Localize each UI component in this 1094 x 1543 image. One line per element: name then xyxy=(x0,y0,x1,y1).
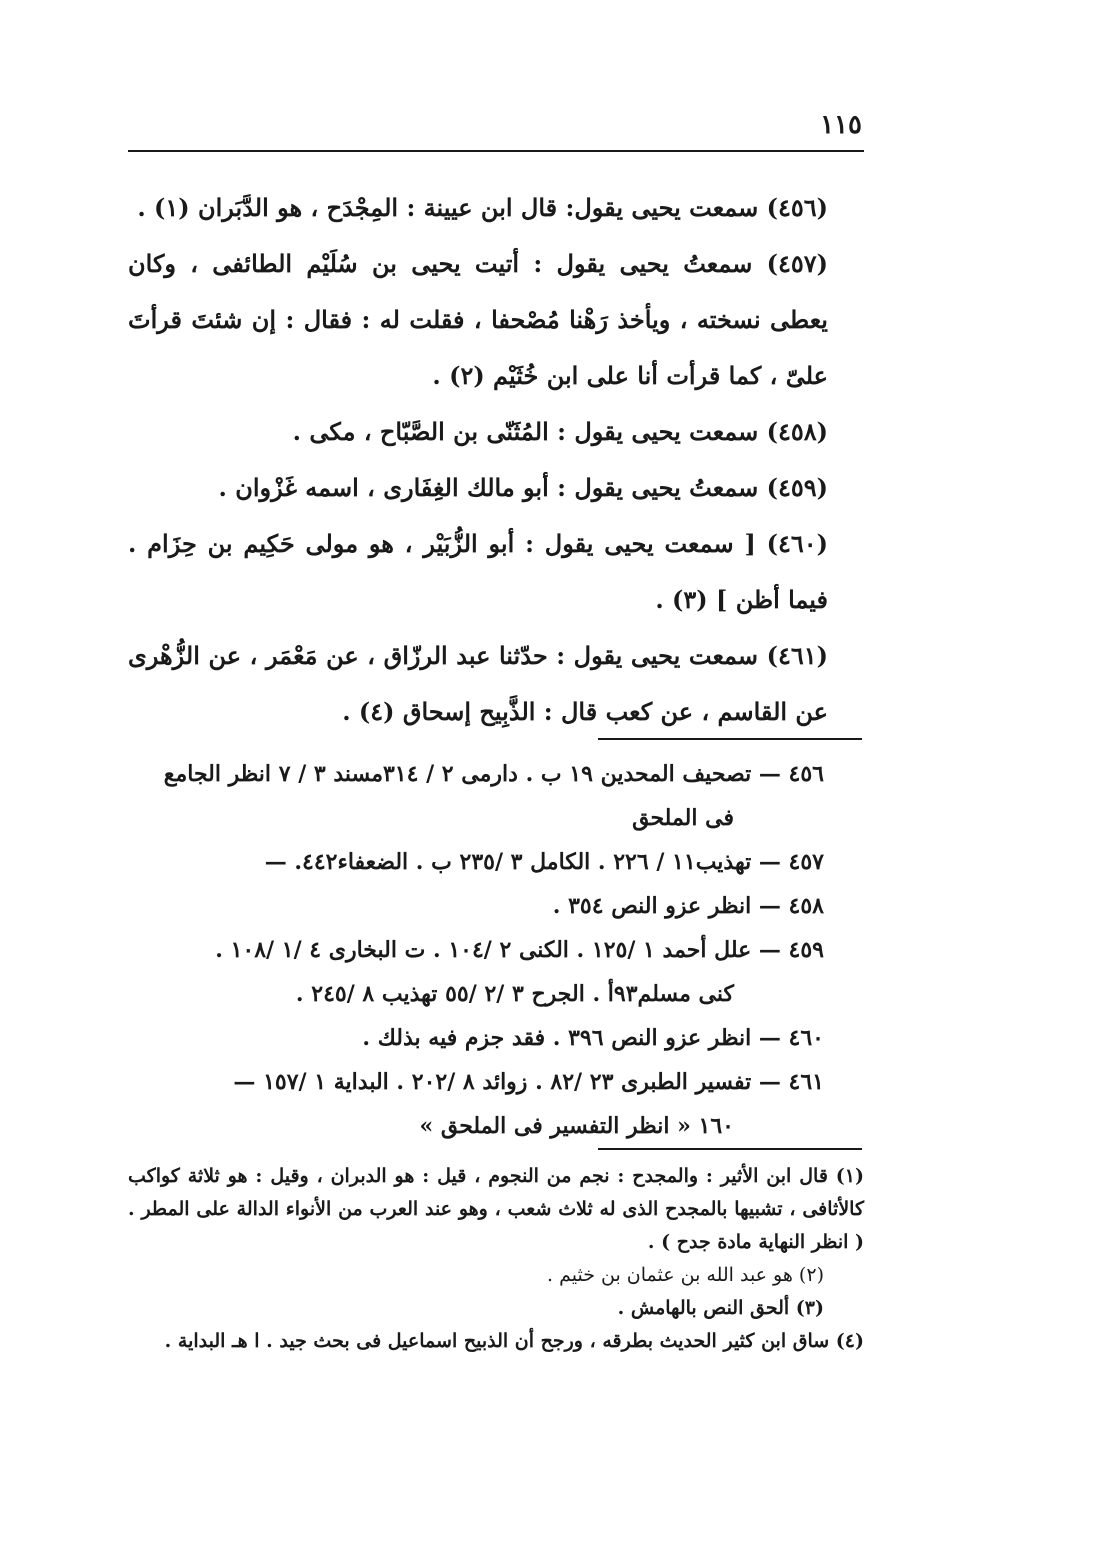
entry-456: (٤٥٦) سمعت يحيى يقول: قال ابن عيينة : المِجْدَح ، هو الدَّبَران (١) . xyxy=(137,193,828,222)
references-rule xyxy=(598,738,862,740)
footnotes-rule xyxy=(598,1148,862,1150)
reference-461: ٤٦١ — تفسير الطبرى ٢٣ /٨٢ . زوائد ٨ /٢٠٢ . البداية ١ /١٥٧ — xyxy=(233,1069,824,1095)
reference-457: ٤٥٧ — تهذيب١١ / ٢٢٦ . الكامل ٣ /٢٣٥ ب . الضعفاء٤٤٢. — xyxy=(264,849,824,875)
entry-458: (٤٥٨) سمعت يحيى يقول : المُثَنّى بن الصَّبّاح ، مكى . xyxy=(292,417,828,446)
footnote-1: (١) قال ابن الأثير : والمجدح : نجم من النجوم ، قيل : هو الدبران ، وقيل : هو ثلاثة كواكب كالأثافى ، تشبيها بالمجدح الذى له ثلاث شعب ، وهو عند العرب من الأنواء الدالة على المطر . ( انظر النهاية مادة جدح ) . xyxy=(128,1165,864,1253)
footnote-3: (٣) ألحق النص بالهامش . xyxy=(617,1297,824,1319)
reference-461-continued: ١٦٠ « انظر التفسير فى الملحق » xyxy=(419,1113,734,1139)
source-references xyxy=(128,752,864,1148)
footnote-2: (٢) هو عبد الله بن عثمان بن خثيم . xyxy=(547,1264,824,1286)
reference-458: ٤٥٨ — انظر عزو النص ٣٥٤ . xyxy=(552,893,824,919)
entry-459: (٤٥٩) سمعتُ يحيى يقول : أبو مالك الغِفَارى ، اسمه غَزْوان . xyxy=(218,473,828,502)
narration-entries xyxy=(128,180,864,740)
entry-457: (٤٥٧) سمعتُ يحيى يقول : أتيت يحيى بن سُلَيْم الطائفى ، وكان يعطى نسخته ، ويأخذ رَهْنا مُصْحفا ، فقلت له : فقال : إن شئتَ قرأتَ علىّ ، كما قرأت أنا على ابن خُثَيْم (٢) . xyxy=(128,249,828,390)
footnote-4: (٤) ساق ابن كثير الحديث بطرقه ، ورجح أن الذبيح اسماعيل فى بحث جيد . ا هـ البداية . xyxy=(164,1330,864,1352)
reference-459: ٤٥٩ — علل أحمد ١ /١٢٥ . الكنى ٢ /١٠٤ . ت البخارى ٤ /١ /١٠٨ . xyxy=(215,937,824,963)
footnotes xyxy=(128,1160,864,1358)
reference-460: ٤٦٠ — انظر عزو النص ٣٩٦ . فقد جزم فيه بذلك . xyxy=(362,1025,824,1051)
entry-460: (٤٦٠) [ سمعت يحيى يقول : أبو الزُّبَيْر ، هو مولى حَكِيم بن حِزَام . فيما أظن ] (٣) . xyxy=(128,529,829,614)
page-number: ١١٥ xyxy=(820,110,862,140)
reference-456: ٤٥٦ — تصحيف المحدين ١٩ ب . دارمى ٢ / ٣١٤مسند ٣ / ٧ انظر الجامع xyxy=(163,761,824,787)
header-rule xyxy=(128,150,864,152)
reference-456-continued: فى الملحق xyxy=(632,805,734,831)
reference-459-continued: كنى مسلم٩٣أ . الجرح ٣ /٢ /٥٥ تهذيب ٨ /٢٤٥ . xyxy=(295,981,734,1007)
entry-461: (٤٦١) سمعت يحيى يقول : حدّثنا عبد الرزّاق ، عن مَعْمَر ، عن الزُّهْرى عن القاسم ، عن كعب قال : الذَّبِيح إسحاق (٤) . xyxy=(128,641,828,726)
